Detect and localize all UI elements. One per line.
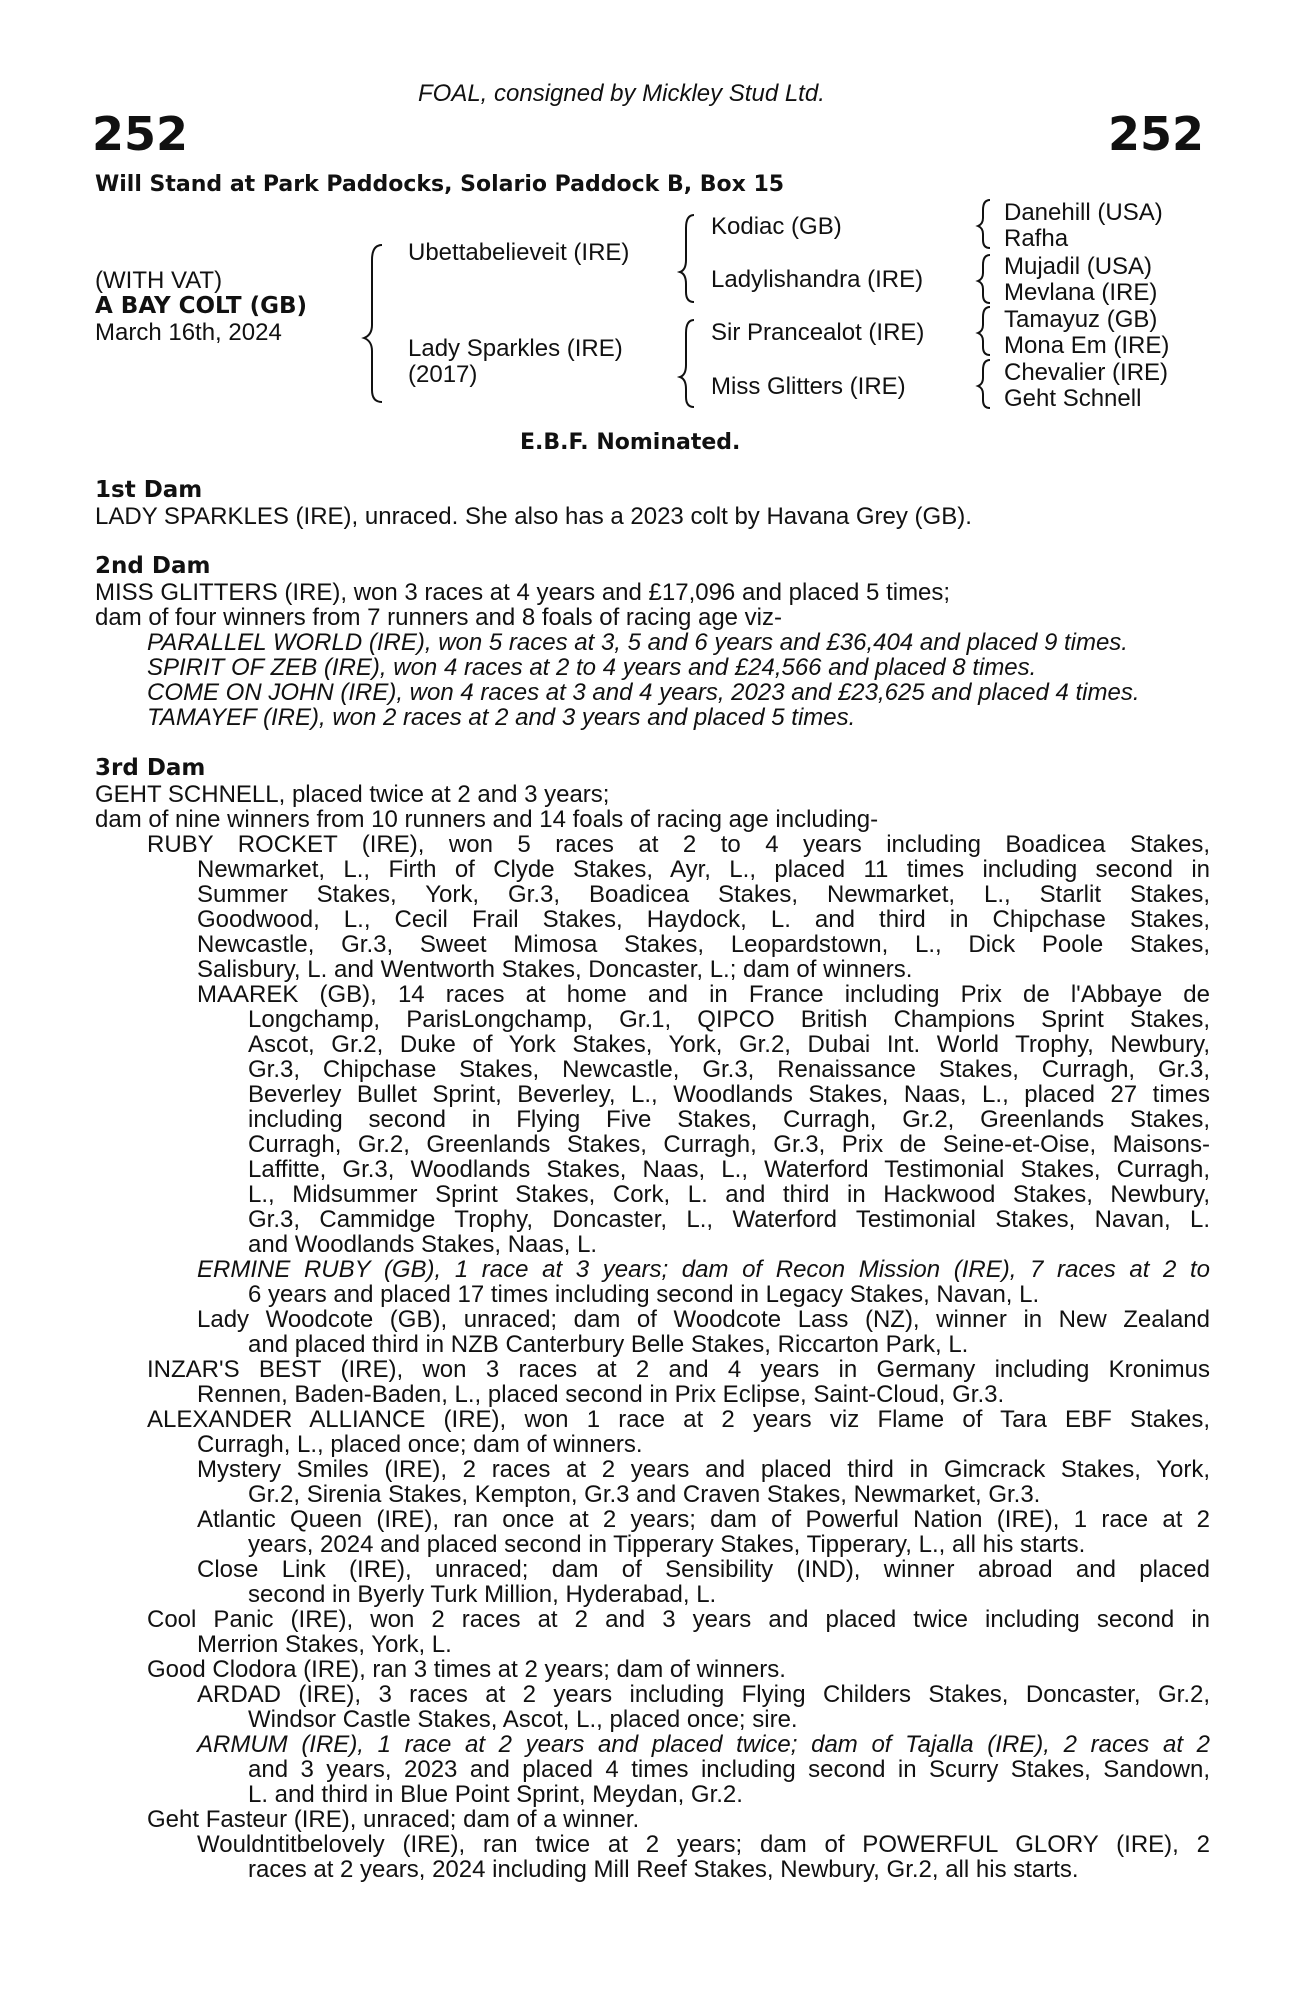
- text-line: and Woodlands Stakes, Naas, L.: [248, 1231, 598, 1258]
- second-dam-block: [95, 580, 1210, 730]
- text-line: and placed third in NZB Canterbury Belle Stakes, Riccarton Park, L.: [248, 1331, 969, 1358]
- text-line: Curragh, L., placed once; dam of winners.: [197, 1431, 643, 1458]
- text-line: Rennen, Baden-Baden, L., placed second in Prix Eclipse, Saint-Cloud, Gr.3.: [197, 1381, 1005, 1408]
- text-line: dam of four winners from 7 runners and 8 foals of racing age viz-: [95, 604, 782, 631]
- third-dam-block: [95, 782, 1210, 1882]
- third-dam-heading: 3rd Dam: [95, 755, 206, 781]
- lot-number-right: 252: [1108, 107, 1205, 161]
- text-line: races at 2 years, 2024 including Mill Reef Stakes, Newbury, Gr.2, all his starts.: [248, 1856, 1079, 1883]
- pedigree-g3-8: Geht Schnell: [1004, 385, 1142, 412]
- text-line: second in Byerly Turk Million, Hyderabad, L.: [248, 1581, 717, 1608]
- text-line: SPIRIT OF ZEB (IRE), won 4 races at 2 to 4 years and £24,566 and placed 8 times.: [147, 654, 1037, 681]
- ebf-nominated: E.B.F. Nominated.: [520, 430, 741, 455]
- text-line: L., Midsummer Sprint Stakes, Cork, L. and third in Hackwood Stakes, Newbury,: [248, 1181, 1210, 1208]
- pedigree-g3-4: Mevlana (IRE): [1004, 279, 1158, 306]
- text-line: Curragh, Gr.2, Greenlands Stakes, Curragh, Gr.3, Prix de Seine-et-Oise, Maisons-: [248, 1131, 1210, 1158]
- pedigree-g3-7: Chevalier (IRE): [1004, 359, 1169, 386]
- text-line: ALEXANDER ALLIANCE (IRE), won 1 race at 2 years viz Flame of Tara EBF Stakes,: [147, 1406, 1210, 1433]
- text-line: PARALLEL WORLD (IRE), won 5 races at 3, 5 and 6 years and £36,404 and placed 9 times.: [147, 629, 1128, 656]
- second-dam-heading: 2nd Dam: [95, 553, 211, 579]
- text-line: ARDAD (IRE), 3 races at 2 years including Flying Childers Stakes, Doncaster, Gr.2,: [197, 1681, 1210, 1708]
- horse-name: A BAY COLT (GB): [95, 293, 308, 319]
- pedigree-sire-sire: Kodiac (GB): [711, 213, 842, 240]
- text-line: including second in Flying Five Stakes, Curragh, Gr.2, Greenlands Stakes,: [248, 1106, 1210, 1133]
- text-line: Goodwood, L., Cecil Frail Stakes, Haydock, L. and third in Chipchase Stakes,: [197, 906, 1210, 933]
- pedigree-sire: Ubettabelieveit (IRE): [408, 239, 630, 266]
- text-line: Cool Panic (IRE), won 2 races at 2 and 3 years and placed twice including second in: [147, 1606, 1210, 1633]
- lot-number-left: 252: [92, 107, 189, 161]
- text-line: Wouldntitbelovely (IRE), ran twice at 2 years; dam of POWERFUL GLORY (IRE), 2: [197, 1831, 1210, 1858]
- text-line: Good Clodora (IRE), ran 3 times at 2 years; dam of winners.: [147, 1656, 786, 1683]
- pedigree-sire-dam: Ladylishandra (IRE): [711, 266, 924, 293]
- pedigree-g3-3: Mujadil (USA): [1004, 253, 1153, 280]
- date-of-birth: March 16th, 2024: [95, 319, 282, 346]
- stable-location: Will Stand at Park Paddocks, Solario Paddock B, Box 15: [95, 172, 785, 197]
- text-line: TAMAYEF (IRE), won 2 races at 2 and 3 years and placed 5 times.: [147, 704, 856, 731]
- pedigree-dam-dam: Miss Glitters (IRE): [711, 373, 906, 400]
- text-line: Geht Fasteur (IRE), unraced; dam of a winner.: [147, 1806, 640, 1833]
- pedigree-dam: Lady Sparkles (IRE): [408, 335, 623, 362]
- pedigree-g3-2: Rafha: [1004, 225, 1069, 252]
- vat-note: (WITH VAT): [95, 267, 223, 294]
- text-line: Salisbury, L. and Wentworth Stakes, Doncaster, L.; dam of winners.: [197, 956, 913, 983]
- text-line: dam of nine winners from 10 runners and 14 foals of racing age including-: [95, 806, 879, 833]
- first-dam-line: LADY SPARKLES (IRE), unraced. She also has a 2023 colt by Havana Grey (GB).: [95, 503, 972, 530]
- pedigree-g3-1: Danehill (USA): [1004, 199, 1163, 226]
- pedigree-g3-6: Mona Em (IRE): [1004, 332, 1170, 359]
- pedigree-dam-sire: Sir Prancealot (IRE): [711, 319, 925, 346]
- consignor-line: FOAL, consigned by Mickley Stud Ltd.: [418, 80, 825, 107]
- text-line: Ascot, Gr.2, Duke of York Stakes, York, Gr.2, Dubai Int. World Trophy, Newbury,: [248, 1031, 1210, 1058]
- text-line: GEHT SCHNELL, placed twice at 2 and 3 years;: [95, 781, 610, 808]
- text-line: Laffitte, Gr.3, Woodlands Stakes, Naas, L., Waterford Testimonial Stakes, Curragh,: [248, 1156, 1210, 1183]
- pedigree-g3-5: Tamayuz (GB): [1004, 306, 1158, 333]
- text-line: MAAREK (GB), 14 races at home and in France including Prix de l'Abbaye de: [197, 981, 1210, 1008]
- text-line: Longchamp, ParisLongchamp, Gr.1, QIPCO British Champions Sprint Stakes,: [248, 1006, 1210, 1033]
- text-line: Summer Stakes, York, Gr.3, Boadicea Stakes, Newmarket, L., Starlit Stakes,: [197, 881, 1210, 908]
- text-line: and 3 years, 2023 and placed 4 times including second in Scurry Stakes, Sandown,: [248, 1756, 1210, 1783]
- text-line: 6 years and placed 17 times including second in Legacy Stakes, Navan, L.: [248, 1281, 1040, 1308]
- text-line: Windsor Castle Stakes, Ascot, L., placed once; sire.: [248, 1706, 798, 1733]
- text-line: Atlantic Queen (IRE), ran once at 2 years; dam of Powerful Nation (IRE), 1 race at 2: [197, 1506, 1210, 1533]
- text-line: Merrion Stakes, York, L.: [197, 1631, 452, 1658]
- text-line: Mystery Smiles (IRE), 2 races at 2 years and placed third in Gimcrack Stakes, York,: [197, 1456, 1210, 1483]
- text-line: Gr.3, Cammidge Trophy, Doncaster, L., Waterford Testimonial Stakes, Navan, L.: [248, 1206, 1210, 1233]
- text-line: Newmarket, L., Firth of Clyde Stakes, Ayr, L., placed 11 times including second in: [197, 856, 1210, 883]
- text-line: years, 2024 and placed second in Tipperary Stakes, Tipperary, L., all his starts.: [248, 1531, 1086, 1558]
- text-line: ERMINE RUBY (GB), 1 race at 3 years; dam of Recon Mission (IRE), 7 races at 2 to: [197, 1256, 1210, 1283]
- text-line: RUBY ROCKET (IRE), won 5 races at 2 to 4 years including Boadicea Stakes,: [147, 831, 1210, 858]
- text-line: COME ON JOHN (IRE), won 4 races at 3 and 4 years, 2023 and £23,625 and placed 4 times.: [147, 679, 1140, 706]
- text-line: Newcastle, Gr.3, Sweet Mimosa Stakes, Leopardstown, L., Dick Poole Stakes,: [197, 931, 1210, 958]
- first-dam-heading: 1st Dam: [95, 477, 203, 503]
- text-line: Gr.3, Chipchase Stakes, Newcastle, Gr.3, Renaissance Stakes, Curragh, Gr.3,: [248, 1056, 1210, 1083]
- text-line: INZAR'S BEST (IRE), won 3 races at 2 and 4 years in Germany including Kronimus: [147, 1356, 1210, 1383]
- pedigree-dam-year: (2017): [408, 361, 478, 388]
- text-line: Gr.2, Sirenia Stakes, Kempton, Gr.3 and Craven Stakes, Newmarket, Gr.3.: [248, 1481, 1041, 1508]
- text-line: Beverley Bullet Sprint, Beverley, L., Woodlands Stakes, Naas, L., placed 27 times: [248, 1081, 1210, 1108]
- text-line: Lady Woodcote (GB), unraced; dam of Woodcote Lass (NZ), winner in New Zealand: [197, 1306, 1210, 1333]
- text-line: L. and third in Blue Point Sprint, Meydan, Gr.2.: [248, 1781, 743, 1808]
- text-line: MISS GLITTERS (IRE), won 3 races at 4 years and £17,096 and placed 5 times;: [95, 579, 951, 606]
- text-line: ARMUM (IRE), 1 race at 2 years and placed twice; dam of Tajalla (IRE), 2 races at 2: [197, 1731, 1210, 1758]
- text-line: Close Link (IRE), unraced; dam of Sensibility (IND), winner abroad and placed: [197, 1556, 1210, 1583]
